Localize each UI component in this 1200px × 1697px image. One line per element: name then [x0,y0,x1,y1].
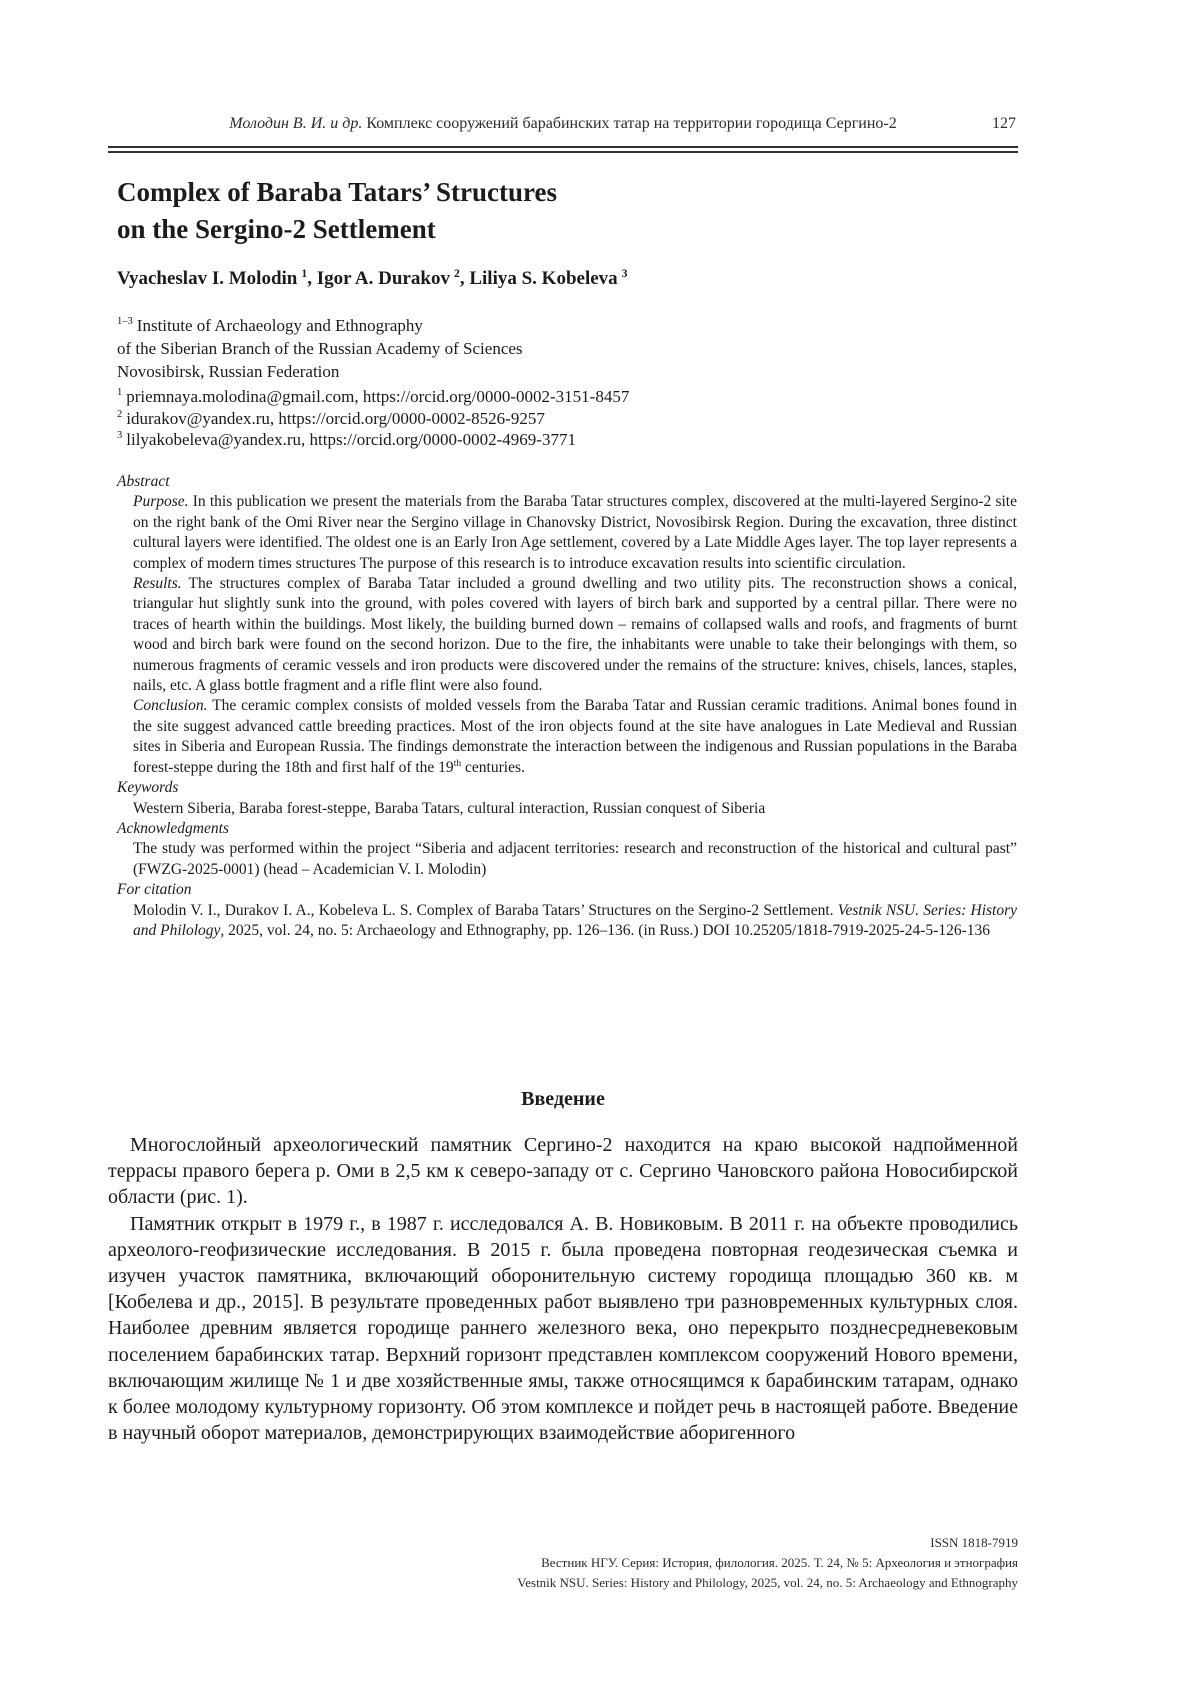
header-rule [108,146,1018,153]
conclusion-text: The ceramic complex consists of molded vessels from the Baraba Tatar and Russian ceramic traditions. Animal bones found in the site suggest advanced cattle breeding practices. Most of the iron objects found at the site have analogues in Late Medieval and Russian sites in Siberia and European Russia. The findings demonstrate the interaction between the indigenous and Russian populations in the Baraba forest-steppe during the 18th and first half of the 19 [133,697,1017,776]
article-title [117,174,557,248]
affiliation-institute: Institute of Archaeology and Ethnography [136,316,423,335]
author-separator: , [307,268,317,289]
affiliation-block [117,314,523,383]
conclusion-superscript: th [453,757,462,769]
keywords-label: Keywords [117,779,179,797]
footer-journal-ru: Вестник НГУ. Серия: История, филология. 2025. Т. 24, № 5: Археология и этнография [541,1555,1018,1570]
citation-journal: Vestnik NSU. Series: History and Philology [133,901,1017,939]
author-3 [469,268,627,289]
contacts-block [117,386,629,451]
author-3-name: Liliya S. Kobeleva [469,268,618,289]
author-separator: , [459,268,470,289]
contact-line-2 [117,408,629,430]
abstract-label: Abstract [117,473,170,490]
citation-details-doi: , 2025, vol. 24, no. 5: Archaeology and Ethnography, pp. 126–136. (in Russ.) DOI 10.25205/1818-7919-2025-24-5-126-136 [220,921,991,939]
contact-2-email-orcid: idurakov@yandex.ru, https://orcid.org/0000-0002-8526-9257 [126,408,545,428]
citation-label: For citation [117,881,192,899]
running-head-authors: Молодин В. И. и др. [229,115,363,132]
article-title-line2: on the Sergino-2 Settlement [117,214,436,244]
author-1-superscript: 1 [301,266,308,280]
contact-1-superscript: 1 [117,387,123,399]
affiliation-line-3: Novosibirsk, Russian Federation [117,362,340,381]
results-text: The structures complex of Baraba Tatar included a ground dwelling and two utility pits. The reconstruction shows a conical, triangular hut slightly sunk into the ground, with poles covered with layers of birch bark and supported by a central pillar. There were no traces of hearth within the buildings. Most likely, the building burned down – remains of collapsed walls and roofs, and fragments of burnt wood and birch bark were found on the second horizon. Due to the fire, the inhabitants were unable to take their belongings with them, so numerous fragments of ceramic vessels and iron products were discovered under the remains of the structure: knives, chisels, lances, staples, nails, etc. A glass bottle fragment and a rifle flint were also found. [133,575,1017,695]
abstract-purpose-paragraph [117,492,1017,574]
contact-1-email-orcid: priemnaya.molodina@gmail.com, https://orcid.org/0000-0002-3151-8457 [126,387,630,406]
author-1-name: Vyacheslav I. Molodin [117,268,298,289]
author-2-superscript: 2 [453,266,460,280]
citation-authors-title: Molodin V. I., Durakov I. A., Kobeleva L. S. Complex of Baraba Tatars’ Structures on the Sergino-2 Settlement. [133,901,838,919]
keywords-text: Western Siberia, Baraba forest-steppe, Baraba Tatars, cultural interaction, Russian conquest of Siberia [133,799,766,817]
footer-issn: ISSN 1818-7919 [930,1535,1018,1550]
purpose-lead: Purpose. [133,493,189,511]
contact-3-superscript: 3 [117,430,123,442]
page-footer [108,1533,1018,1593]
conclusion-lead: Conclusion. [133,697,208,715]
acknowledgments-text: The study was performed within the project “Siberia and adjacent territories: research and reconstruction of the historical and cultural past” (FWZG-2025-0001) (head – Academician V. I. Molodin) [133,840,1017,878]
author-2 [317,268,470,289]
author-1 [117,268,317,289]
author-2-name: Igor A. Durakov [316,268,450,289]
running-head-title: Комплекс сооружений барабинских татар на территории городища Сергино-2 [362,115,897,132]
page-number: 127 [992,115,1016,132]
introduction-body [108,1132,1018,1446]
affiliation-line-2: of the Siberian Branch of the Russian Academy of Sciences [117,339,523,358]
introduction-paragraph-1: Многослойный археологический памятник Сергино-2 находится на краю высокой надпойменной террасы правого берега р. Оми в 2,5 км к северо-западу от с. Сергино Чановского района Новосибирской области (рис. 1). [108,1134,1018,1209]
abstract-results-paragraph [117,574,1017,696]
running-head [108,114,1018,134]
affiliation-superscript: 1–3 [117,316,133,328]
acknowledgments-label: Acknowledgments [117,819,229,837]
introduction-heading: Введение [521,1088,605,1110]
contact-3-email-orcid: lilyakobeleva@yandex.ru, https://orcid.org/0000-0002-4969-3771 [126,430,576,449]
abstract-conclusion-paragraph [117,696,1017,778]
results-lead: Results. [133,575,182,593]
footer-journal-en: Vestnik NSU. Series: History and Philology, 2025, vol. 24, no. 5: Archaeology and Ethnography [517,1575,1018,1590]
introduction-paragraph-2: Памятник открыт в 1979 г., в 1987 г. исследовался А. В. Новиковым. В 2011 г. на объекте проводились археолого-геофизические исследования. В 2015 г. была проведена повторная геодезическая съемка и изучен участок памятника, включающий оборонительную систему городища площадью 360 кв. м [Кобелева и др., 2015]. В результате проведенных работ выявлено три разновременных культурных слоя. Наиболее древним является городище раннего железного века, оно перекрыто позднесредневековым поселением барабинских татар. Верхний горизонт представлен комплексом сооружений Нового времени, включающим жилище № 1 и две хозяйственные ямы, также относящимся к барабинским татарам, однако к более молодому культурному горизонту. Об этом комплексе и пойдет речь в настоящей работе. Введение в научный оборот материалов, демонстрирующих взаимодействие аборигенного [108,1212,1018,1445]
contact-line-3 [117,429,629,451]
contact-2-superscript: 2 [117,408,123,420]
article-title-line1: Complex of Baraba Tatars’ Structures [117,177,557,207]
citation-text [117,901,1017,942]
purpose-text: In this publication we present the materials from the Baraba Tatar structures complex, discovered at the multi-layered Sergino-2 site on the right bank of the Omi River near the Sergino village in Chanovsky District, Novosibirsk Region. During the excavation, three distinct cultural layers were identified. The oldest one is an Early Iron Age settlement, covered by a Late Middle Ages layer. The top layer represents a complex of modern times structures The purpose of this research is to introduce excavation results into scientific circulation. [133,493,1017,572]
author-3-superscript: 3 [621,266,628,280]
contact-line-1 [117,386,629,408]
authors-line [117,268,628,290]
conclusion-tail: centuries. [461,758,525,776]
abstract-section [117,472,1017,941]
affiliation-line-1 [117,314,523,337]
